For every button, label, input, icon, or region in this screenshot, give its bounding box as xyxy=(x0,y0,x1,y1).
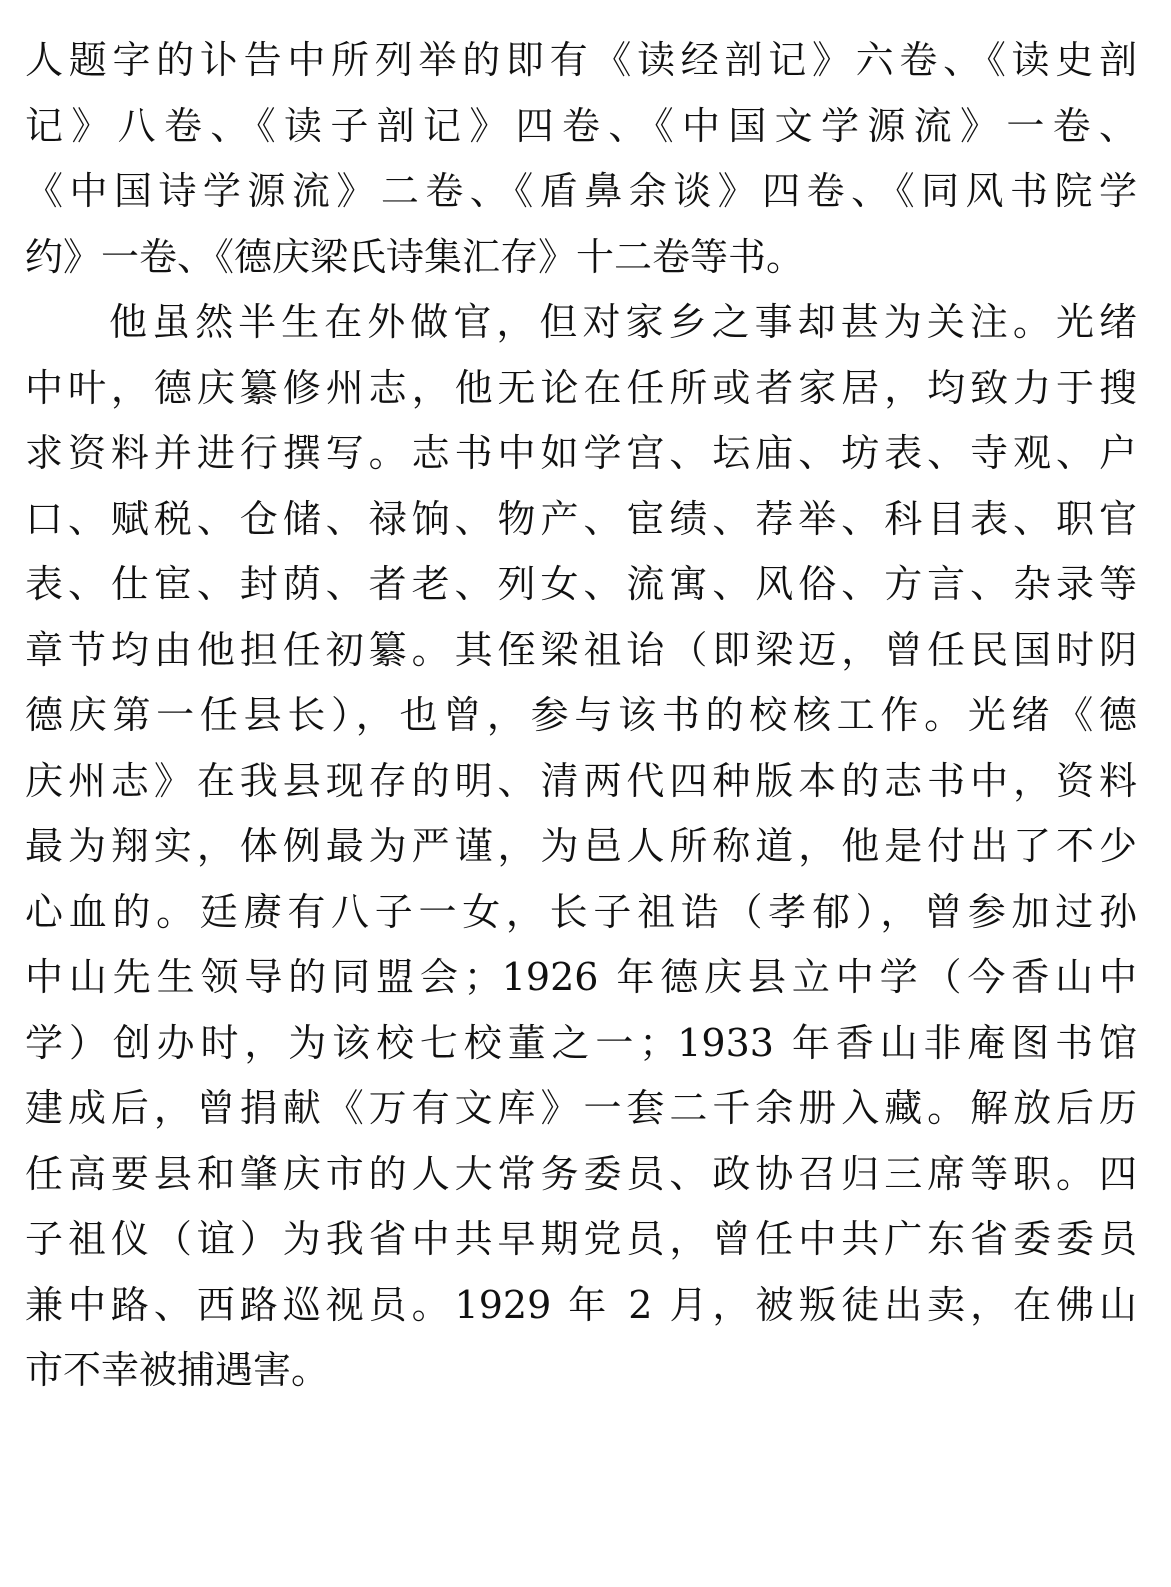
text-line: 德庆第一任县长），也曾，参与该书的校核工作。光绪《德 xyxy=(25,693,1137,737)
text-line: 《中国诗学源流》二卷、《盾鼻余谈》四卷、《同风书院学 xyxy=(25,169,1137,213)
text-line: 口、赋税、仓储、禄饷、物产、宦绩、荐举、科目表、职官 xyxy=(25,496,1137,541)
paragraph-first-line: 他虽然半生在外做官，但对家乡之事却甚为关注。光绪 xyxy=(109,300,1137,344)
text-line: 表、仕宦、封荫、者老、列女、流寓、风俗、方言、杂录等 xyxy=(25,562,1137,606)
text-line: 心血的。廷赓有八子一女，长子祖诰（孝郁），曾参加过孙 xyxy=(25,889,1137,934)
text-line: 求资料并进行撰写。志书中如学宫、坛庙、坊表、寺观、户 xyxy=(25,431,1137,475)
text-line: 学）创办时，为该校七校董之一；1933 年香山非庵图书馆 xyxy=(25,1020,1137,1065)
text-line: 庆州志》在我县现存的明、清两代四种版本的志书中，资料 xyxy=(25,758,1137,803)
text-line: 记》八卷、《读子剖记》四卷、《中国文学源流》一卷、 xyxy=(25,103,1137,148)
text-line: 人题字的讣告中所列举的即有《读经剖记》六卷、《读史剖 xyxy=(25,38,1137,82)
text-line: 子祖仪（谊）为我省中共早期党员，曾任中共广东省委委员 xyxy=(25,1217,1137,1261)
text-line: 任高要县和肇庆市的人大常务委员、政协召归三席等职。四 xyxy=(25,1151,1137,1196)
text-line: 最为翔实，体例最为严谨，为邑人所称道，他是付出了不少 xyxy=(25,824,1137,868)
text-line: 兼中路、西路巡视员。1929 年 2 月，被叛徒出卖，在佛山 xyxy=(25,1282,1137,1327)
text-line: 章节均由他担任初纂。其侄梁祖诒（即梁迈，曾任民国时阴 xyxy=(25,627,1137,672)
text-line: 约》一卷、《德庆梁氏诗集汇存》十二卷等书。 xyxy=(25,234,805,279)
body-text xyxy=(25,28,1137,1404)
text-line: 市不幸被捕遇害。 xyxy=(25,1348,330,1392)
text-line: 中叶，德庆纂修州志，他无论在任所或者家居，均致力于搜 xyxy=(25,365,1137,410)
text-line: 中山先生领导的同盟会；1926 年德庆县立中学（今香山中 xyxy=(25,955,1137,999)
text-line: 建成后，曾捐献《万有文库》一套二千余册入藏。解放后历 xyxy=(25,1086,1137,1130)
